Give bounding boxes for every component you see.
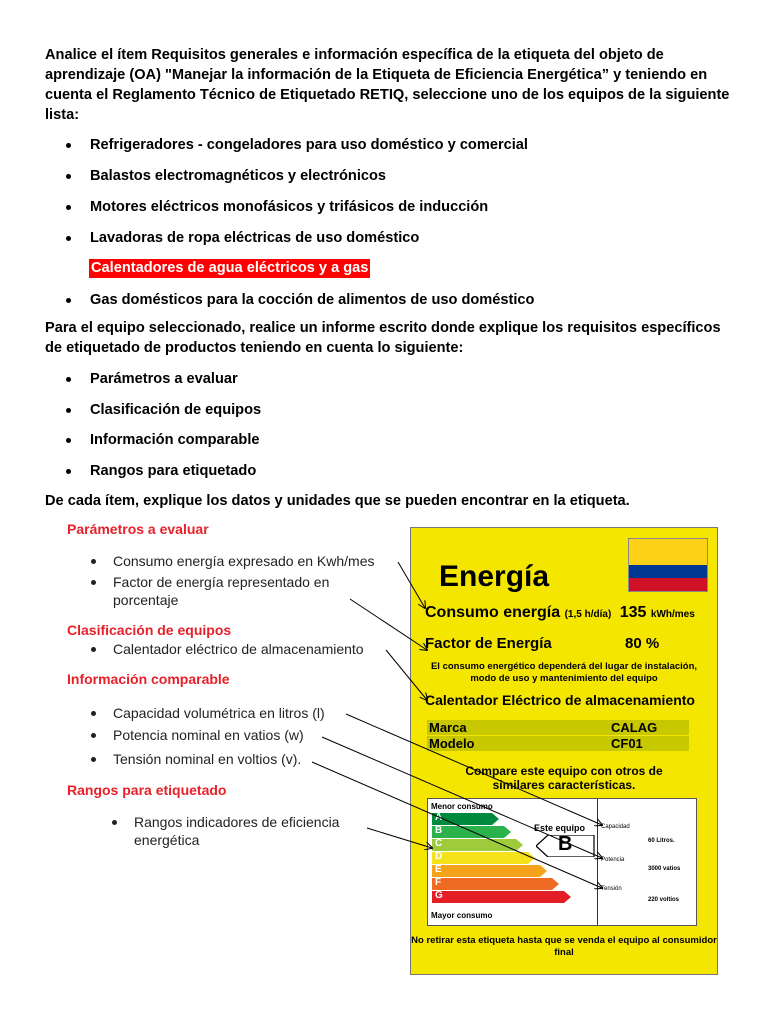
list-item: Factor de energía representado en porcentaje bbox=[113, 573, 383, 609]
grade-bar-b bbox=[432, 826, 512, 838]
consumo-row: Consumo energía (1,5 h/día) 135 kWh/mes bbox=[425, 604, 695, 621]
bullet-icon bbox=[66, 469, 71, 474]
bullet-icon bbox=[66, 174, 71, 179]
grade-letter: B bbox=[435, 825, 443, 836]
grade-letter: D bbox=[435, 851, 443, 862]
capacidad-label: Capacidad bbox=[601, 824, 630, 830]
bullet-icon bbox=[91, 647, 96, 652]
energy-efficiency-label bbox=[410, 527, 718, 975]
bullet-icon bbox=[66, 143, 71, 148]
potencia-value: 3000 vatios bbox=[648, 866, 681, 872]
bullet-icon bbox=[66, 377, 71, 382]
grade-letter: A bbox=[435, 812, 443, 823]
modelo-row: Modelo CF01 bbox=[427, 736, 689, 751]
grade-bar-c bbox=[432, 839, 524, 851]
colombia-flag-icon bbox=[628, 538, 708, 592]
closing-paragraph: De cada ítem, explique los datos y unidades que se pueden encontrar en la etiqueta. bbox=[45, 493, 630, 509]
equipment-type: Calentador Eléctrico de almacenamiento bbox=[425, 692, 695, 708]
section-heading-rangos: Rangos para etiquetado bbox=[67, 782, 227, 798]
list-item: Tensión nominal en voltios (v). bbox=[113, 750, 301, 768]
bullet-icon bbox=[91, 559, 96, 564]
grade-letter: C bbox=[435, 838, 443, 849]
label-title: Energía bbox=[439, 560, 550, 593]
efficiency-scale bbox=[427, 798, 697, 926]
list-item: Consumo energía expresado en Kwh/mes bbox=[113, 552, 403, 570]
list-item: Calentador eléctrico de almacenamiento bbox=[113, 640, 364, 658]
bullet-icon bbox=[66, 298, 71, 303]
factor-label: Factor de Energía bbox=[425, 635, 552, 652]
tension-label: Tensión bbox=[601, 886, 622, 892]
list-item: Capacidad volumétrica en litros (l) bbox=[113, 704, 325, 722]
capacidad-value: 60 Litros. bbox=[648, 838, 675, 844]
potencia-label: Potencia bbox=[601, 857, 625, 863]
bullet-icon bbox=[91, 580, 96, 585]
grade-letter: E bbox=[435, 864, 442, 875]
section-heading-parametros: Parámetros a evaluar bbox=[67, 521, 209, 537]
intro-paragraph: Analice el ítem Requisitos generales e información específica de la etiqueta del objeto de aprendizaje (OA) "Manejar la información de la Etiqueta de Eficiencia Energética” y teniendo en cuenta el Reglamento Técnico de Etiquetado RETIQ, seleccione uno de los equipos de la siguiente lista: bbox=[45, 47, 730, 123]
bullet-icon bbox=[91, 757, 96, 762]
section-heading-informacion: Información comparable bbox=[67, 671, 230, 687]
label-note: El consumo energético dependerá del lugar de instalación, modo de uso y mantenimiento del equipo bbox=[430, 661, 698, 684]
este-equipo-label: Este equipo bbox=[534, 823, 586, 833]
divider bbox=[597, 799, 598, 925]
grade-bar-d bbox=[432, 852, 536, 864]
compare-text: Compare este equipo con otros de similares características. bbox=[465, 764, 663, 792]
bullet-icon bbox=[66, 438, 71, 443]
grade-bar-g bbox=[432, 891, 572, 903]
bullet-icon bbox=[66, 236, 71, 241]
bullet-icon bbox=[112, 820, 117, 825]
selected-equipment-highlight: Calentadores de agua eléctricos y a gas bbox=[91, 260, 369, 276]
grade-letter: G bbox=[435, 890, 443, 901]
list-item: Rangos indicadores de eficiencia energética bbox=[134, 813, 374, 849]
bullet-icon bbox=[66, 408, 71, 413]
mayor-consumo-label: Mayor consumo bbox=[431, 911, 493, 920]
tension-value: 220 voltios bbox=[648, 897, 680, 903]
grade-letter: F bbox=[435, 877, 442, 888]
label-footer: No retirar esta etiqueta hasta que se venda el equipo al consumidor final bbox=[411, 935, 717, 958]
este-equipo-grade: B bbox=[558, 833, 573, 855]
grade-bar-e bbox=[432, 865, 548, 877]
marca-row: Marca CALAG bbox=[427, 720, 689, 735]
factor-value: 80 % bbox=[625, 635, 660, 652]
section-heading-clasificacion: Clasificación de equipos bbox=[67, 622, 232, 638]
bullet-icon bbox=[91, 733, 96, 738]
grade-bar-a bbox=[432, 813, 500, 825]
bullet-icon bbox=[66, 205, 71, 210]
grade-bar-f bbox=[432, 878, 560, 890]
menor-consumo-label: Menor consumo bbox=[431, 802, 493, 811]
list-item: Potencia nominal en vatios (w) bbox=[113, 726, 304, 744]
instructions-paragraph: Para el equipo seleccionado, realice un informe escrito donde explique los requisitos específicos de etiquetado de productos teniendo en cuenta lo siguiente: bbox=[45, 320, 721, 356]
bullet-icon bbox=[91, 711, 96, 716]
